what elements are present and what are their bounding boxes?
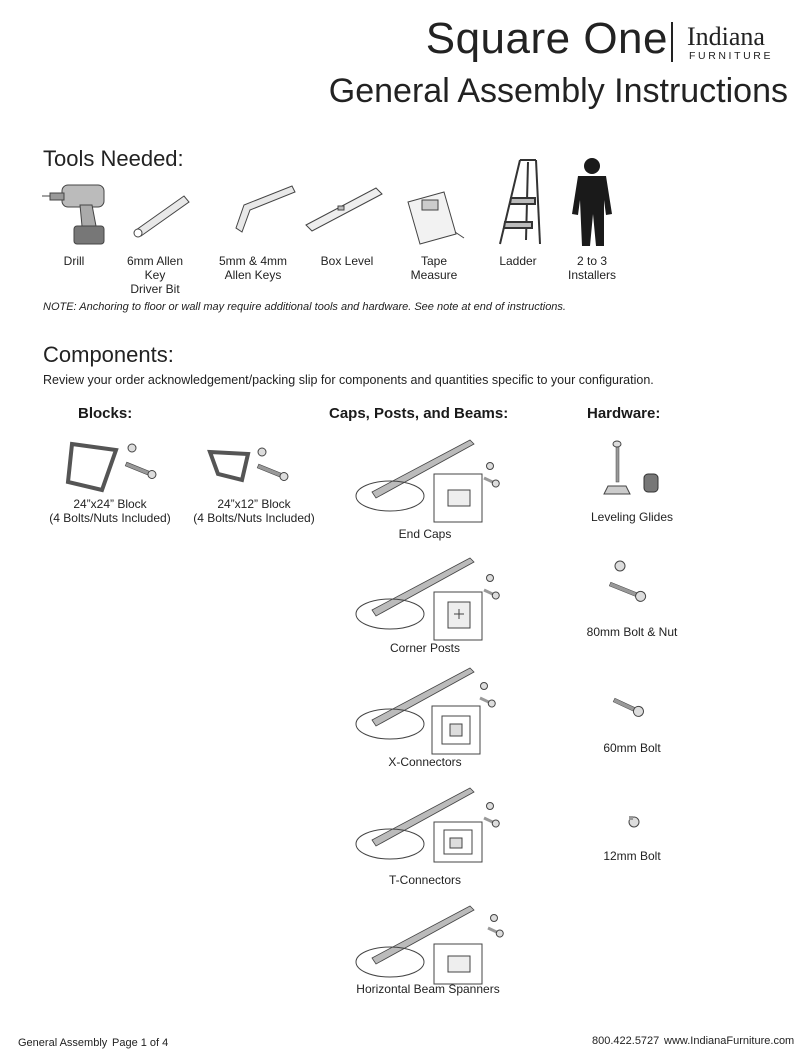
tape-measure-icon [408, 192, 464, 244]
caps-illustrations [350, 440, 510, 1000]
bolt-80mm-icon [608, 561, 647, 603]
allen-key-bit-icon [134, 196, 189, 237]
hardware-heading: Hardware: [587, 405, 661, 422]
hardware-label-60mm-bolt: 60mm Bolt [603, 741, 661, 755]
corner-post-icon [356, 558, 500, 640]
page-title: General Assembly Instructions [328, 72, 788, 110]
brand-logo-sub: FURNITURE [689, 50, 774, 62]
tool-label-drill: Drill [63, 254, 85, 268]
block-24x12-icon [200, 442, 310, 502]
tool-label-box-level: Box Level [320, 254, 374, 268]
drill-icon [42, 185, 104, 244]
hardware-label-12mm-bolt: 12mm Bolt [603, 849, 661, 863]
caps-label-beam-spanners: Horizontal Beam Spanners [356, 982, 500, 996]
tool-label-allen-bit: 6mm Allen Key Driver Bit [126, 254, 184, 296]
hardware-label-80mm-bolt: 80mm Bolt & Nut [586, 625, 678, 639]
hardware-label-leveling-glides: Leveling Glides [590, 510, 674, 524]
block-24x24-icon [60, 436, 170, 496]
brand-logo-name: Indiana [687, 22, 765, 51]
leveling-glide-icon [604, 441, 658, 494]
box-level-icon [306, 188, 382, 231]
bolt-60mm-icon [612, 695, 645, 718]
block-24x12-label: 24”x12” Block (4 Bolts/Nuts Included) [193, 497, 315, 525]
footer-doc-name: General Assembly [18, 1037, 108, 1049]
product-title: Square One [425, 14, 668, 63]
caps-label-t-connectors: T-Connectors [388, 873, 462, 887]
caps-label-x-connectors: X-Connectors [388, 755, 462, 769]
end-cap-icon [356, 440, 500, 522]
tool-label-installers: 2 to 3 Installers [567, 254, 617, 282]
allen-keys-icon [236, 186, 295, 232]
block-24x24-label: 24”x24” Block (4 Bolts/Nuts Included) [49, 497, 171, 525]
bolt-12mm-icon [629, 816, 639, 827]
anchoring-note: NOTE: Anchoring to floor or wall may require additional tools and hardware. See note at end of instructions. [43, 301, 566, 313]
caps-label-corner-posts: Corner Posts [389, 641, 461, 655]
tools-heading: Tools Needed: [43, 146, 184, 171]
footer-phone: 800.422.5727 [592, 1035, 660, 1047]
installer-person-icon [572, 158, 612, 246]
t-connector-icon [356, 788, 500, 862]
tool-label-tape-measure: Tape Measure [410, 254, 458, 282]
x-connector-icon [356, 668, 496, 754]
components-heading: Components: [43, 342, 174, 367]
ladder-icon [500, 160, 540, 244]
caps-label-end-caps: End Caps [398, 527, 452, 541]
blocks-heading: Blocks: [78, 405, 133, 422]
tool-label-allen-keys: 5mm & 4mm Allen Keys [218, 254, 287, 282]
tool-label-ladder: Ladder [499, 254, 537, 268]
components-intro: Review your order acknowledgement/packing slip for components and quantities specific to your configuration. [43, 373, 654, 387]
footer-page-number: Page 1 of 4 [112, 1037, 169, 1049]
footer-website: www.IndianaFurniture.com [664, 1035, 795, 1047]
beam-spanner-icon [356, 906, 504, 984]
caps-heading: Caps, Posts, and Beams: [329, 405, 509, 422]
